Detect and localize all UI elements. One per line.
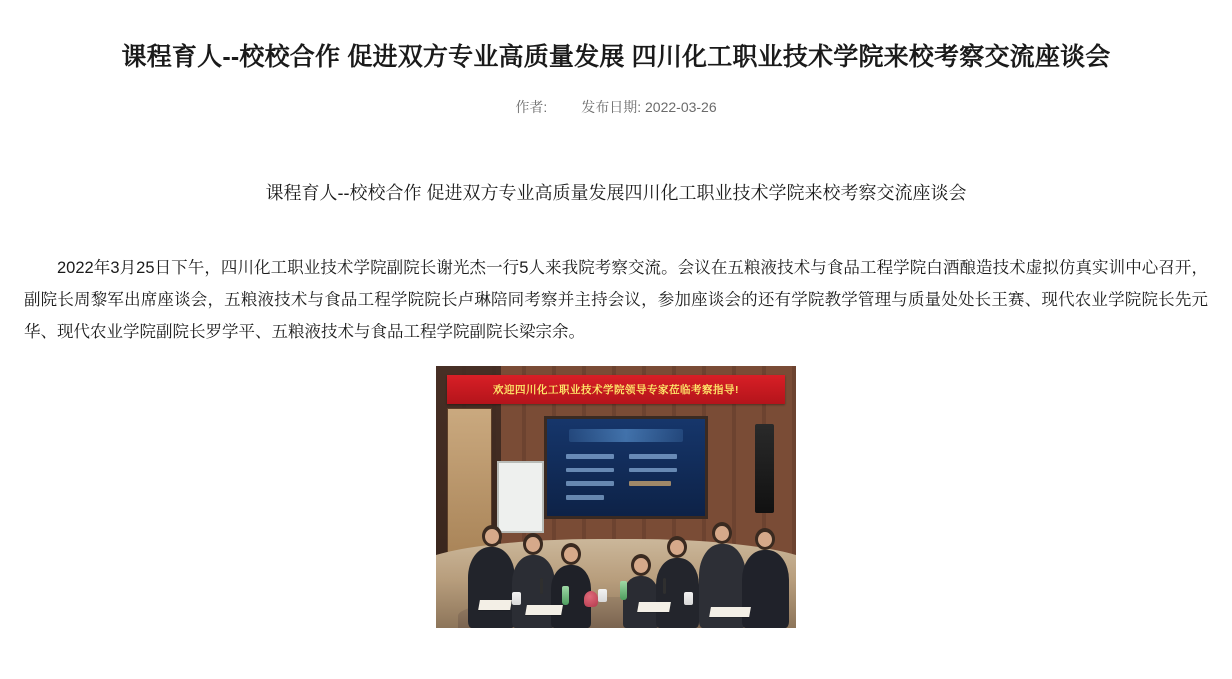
photo-person-face xyxy=(526,537,540,552)
photo-cup xyxy=(598,589,607,602)
photo-person-face xyxy=(485,529,499,544)
photo-screen-line xyxy=(566,481,614,486)
article-paragraph: 2022年3月25日下午，四川化工职业技术学院副院长谢光杰一行5人来我院考察交流。会议在五粮液技术与食品工程学院白酒酿造技术虚拟仿真实训中心召开，副院长周黎军出席座谈会，五粮液技术与食品工程学院院长卢琳陪同考察并主持会议，参加座谈会的还有学院教学管理与质量处处长王赛、现代农业学院院长先元华、现代农业学院副院长罗学平、五粮液技术与食品工程学院副院长梁宗余。 xyxy=(24,258,1208,342)
photo-microphone xyxy=(663,578,666,594)
page-title: 课程育人--校校合作 促进双方专业高质量发展 四川化工职业技术学院来校考察交流座谈会 xyxy=(121,43,1111,71)
meeting-photo xyxy=(436,366,796,628)
photo-person-head xyxy=(667,536,687,558)
photo-screen-line xyxy=(629,468,677,473)
article-subtitle: 课程育人--校校合作 促进双方专业高质量发展四川化工职业技术学院来校考察交流座谈会 xyxy=(265,183,967,203)
photo-document xyxy=(478,600,512,610)
photo-screen-line xyxy=(566,468,614,473)
article-figure xyxy=(24,366,1208,628)
photo-person-face xyxy=(634,558,648,573)
photo-welcome-banner: 欢迎四川化工职业技术学院领导专家莅临考察指导! xyxy=(447,375,785,404)
photo-document xyxy=(525,605,563,615)
photo-document xyxy=(709,607,750,617)
photo-screen-line xyxy=(566,454,614,459)
photo-person-head xyxy=(482,525,502,547)
photo-person-face xyxy=(564,547,578,562)
photo-person-face xyxy=(758,532,772,547)
photo-screen-line xyxy=(566,495,604,500)
photo-cup xyxy=(512,592,521,605)
photo-screen-line xyxy=(629,454,677,459)
photo-person-head xyxy=(712,522,732,544)
photo-flower xyxy=(584,591,598,607)
photo-person-face xyxy=(715,526,729,541)
photo-screen-title xyxy=(569,429,683,443)
meta-author xyxy=(515,97,547,117)
photo-screen-line xyxy=(629,481,670,486)
photo-cup xyxy=(684,592,693,605)
photo-person-head xyxy=(523,533,543,555)
photo-whiteboard xyxy=(497,461,544,533)
photo-person xyxy=(742,550,789,629)
photo-bottle xyxy=(562,586,569,605)
photo-person-head xyxy=(561,543,581,565)
photo-projection-screen xyxy=(544,416,708,519)
meta-date-label: 发布日期: xyxy=(581,99,642,115)
photo-bottle xyxy=(620,581,627,600)
photo-person-face xyxy=(670,540,684,555)
photo-person xyxy=(468,547,515,628)
meta-author-label: 作者: xyxy=(515,99,548,115)
meta-date xyxy=(581,97,716,117)
photo-microphone xyxy=(540,578,543,594)
photo-document xyxy=(637,602,671,612)
photo-speaker xyxy=(755,424,775,513)
meta-date-value: 2022-03-26 xyxy=(645,99,717,115)
photo-person-head xyxy=(631,554,651,576)
article-meta xyxy=(24,97,1208,117)
photo-person-head xyxy=(755,528,775,550)
